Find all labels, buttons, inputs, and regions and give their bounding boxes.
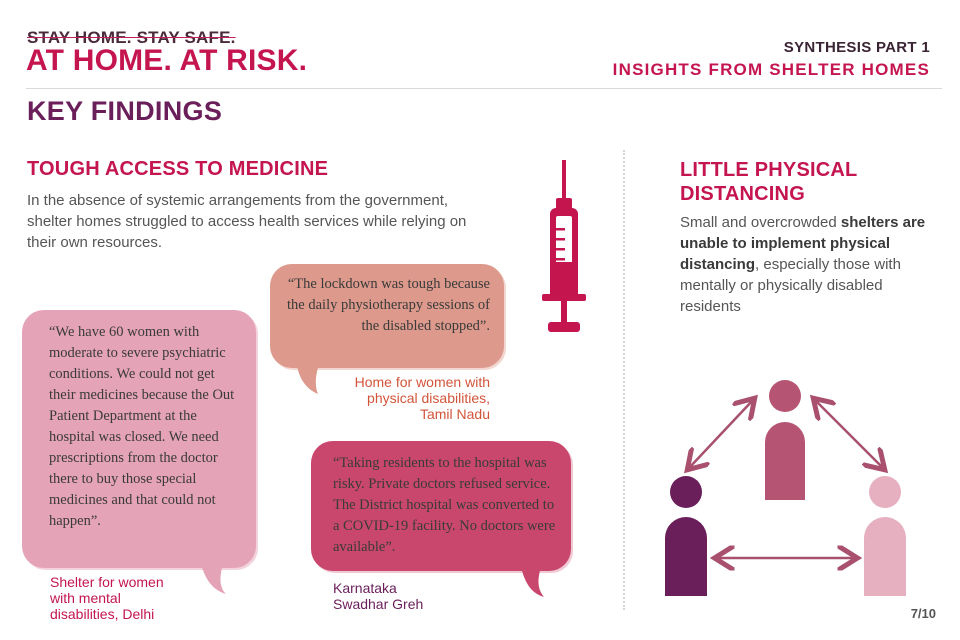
medicine-section-title: TOUGH ACCESS TO MEDICINE (27, 158, 329, 180)
header-divider (26, 88, 942, 89)
tagline-main: AT HOME. AT RISK. (26, 44, 308, 77)
page-number: 7/10 (910, 606, 936, 621)
bubble-tail-karnataka (520, 563, 548, 599)
synthesis-label: SYNTHESIS PART 1 (783, 39, 930, 56)
distancing-section-body: Small and overcrowded shelters are unable to implement physical distancing, especially those with mentally or physically disabled residents (680, 214, 926, 315)
bubble-tail-tamil-nadu (292, 360, 322, 396)
quote-source-delhi: Shelter for women with mental disabilities, Delhi (50, 574, 164, 622)
column-divider (623, 150, 625, 610)
quote-source-karnataka: Karnataka Swadhar Greh (333, 580, 424, 612)
insights-label: INSIGHTS FROM SHELTER HOMES (612, 60, 930, 79)
quote-text-karnataka: “Taking residents to the hospital was risky. Private doctors refused service. The District hospital was converted to a COVID-19 facility. No doctors were available”. (333, 455, 556, 555)
quote-text-tamil-nadu: “The lockdown was tough because the daily physiotherapy sessions of the disabled stopped”. (287, 276, 490, 334)
bubble-tail-delhi (200, 560, 230, 596)
syringe-icon (540, 160, 590, 338)
quote-bubble-delhi (22, 310, 256, 568)
quote-text-delhi: “We have 60 women with moderate to severe psychiatric conditions. We could not get their medicines because the Out Patient Department at the hospital was closed. We need prescriptions from the doctor there to buy those special medicines and that could not happen”. (49, 324, 235, 529)
distancing-section-title: LITTLE PHYSICAL DISTANCING (680, 159, 858, 205)
quote-source-tamil-nadu: Home for women with physical disabilities, Tamil Nadu (354, 374, 490, 422)
tagline-struck: STAY HOME. STAY SAFE. (27, 28, 236, 47)
medicine-section-body: In the absence of systemic arrangements from the government, shelter homes struggled to access health services while relying on their own resources. (27, 192, 467, 251)
quote-bubble-tamil-nadu (270, 264, 504, 368)
page-title: KEY FINDINGS (27, 96, 223, 126)
quote-bubble-karnataka (311, 441, 571, 571)
people-distancing-icon (655, 370, 925, 602)
